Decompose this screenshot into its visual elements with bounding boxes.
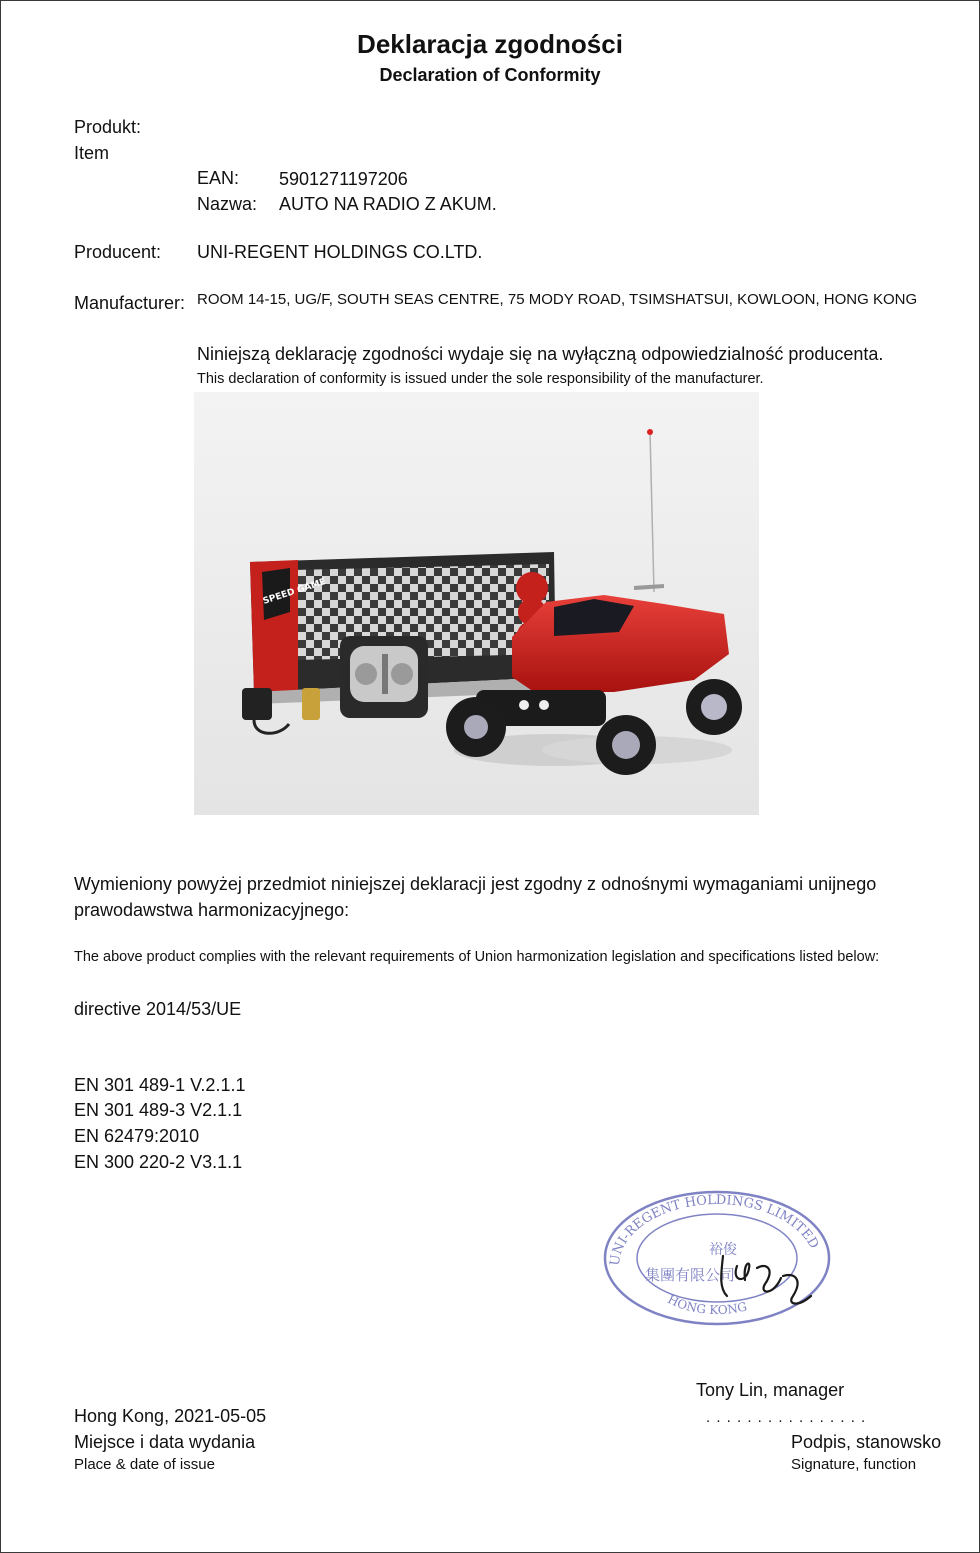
manufacturer-label-en: Manufacturer:	[74, 293, 186, 313]
signer-name: Tony Lin, manager	[696, 1380, 845, 1400]
producer-label-pl: Producent:	[74, 242, 162, 262]
compliance-en: The above product complies with the relevant requirements of Union harmonization legislation and specifications listed below:	[74, 949, 880, 965]
stamp-city	[665, 1292, 748, 1317]
company-stamp	[597, 1184, 837, 1329]
remote-controller	[340, 636, 428, 718]
manufacturer-address: ROOM 14-15, UG/F, SOUTH SEAS CENTRE, 75 MODY ROAD, TSIMSHATSUI, KOWLOON, HONG KONG	[197, 291, 918, 308]
place-label-pl: Miejsce i data wydania	[74, 1432, 256, 1452]
standard-item: EN 301 489-3 V2.1.1	[74, 1100, 243, 1120]
responsibility-pl: Niniejszą deklarację zgodności wydaje się na wyłączną odpowiedzialność producenta.	[197, 344, 884, 364]
stamp-company-text: UNI-REGENT HOLDINGS LIMITED	[607, 1192, 822, 1267]
place-label-en: Place & date of issue	[74, 1456, 215, 1473]
compliance-pl-line2: prawodawstwa harmonizacyjnego:	[74, 900, 350, 920]
ean-label: EAN:	[197, 168, 240, 188]
document-title: Deklaracja zgodności	[357, 29, 623, 59]
document-subtitle: Declaration of Conformity	[379, 65, 601, 85]
producer-name: UNI-REGENT HOLDINGS CO.LTD.	[197, 242, 483, 262]
standard-item: EN 300 220-2 V3.1.1	[74, 1152, 243, 1172]
product-label-pl: Produkt:	[74, 117, 142, 137]
product-photo	[194, 392, 759, 815]
stamp-chinese-1: 裕俊	[709, 1242, 737, 1258]
directive: directive 2014/53/UE	[74, 999, 242, 1019]
signature-label-pl: Podpis, stanowsko	[791, 1432, 942, 1452]
stamp-city-text: HONG KONG	[665, 1292, 749, 1318]
product-label-en: Item	[74, 143, 110, 163]
place-date: Hong Kong, 2021-05-05	[74, 1406, 267, 1426]
standard-item: EN 62479:2010	[74, 1126, 200, 1146]
signature-label-en: Signature, function	[791, 1456, 917, 1473]
standard-item: EN 301 489-1 V.2.1.1	[74, 1075, 246, 1095]
compliance-pl-line1: Wymieniony powyżej przedmiot niniejszej deklaracji jest zgodny z odnośnymi wymaganiami unijnego	[74, 874, 877, 894]
name-value: AUTO NA RADIO Z AKUM.	[279, 194, 497, 214]
responsibility-en: This declaration of conformity is issued under the sole responsibility of the manufacturer.	[197, 371, 764, 387]
ean-value: 5901271197206	[279, 169, 408, 189]
signature-dots: . . . . . . . . . . . . . . . .	[706, 1409, 867, 1426]
box-brand-text: SPEED GAME	[261, 577, 328, 607]
stamp-chinese-2: 集團有限公司	[645, 1266, 736, 1284]
name-label: Nazwa:	[197, 194, 258, 214]
